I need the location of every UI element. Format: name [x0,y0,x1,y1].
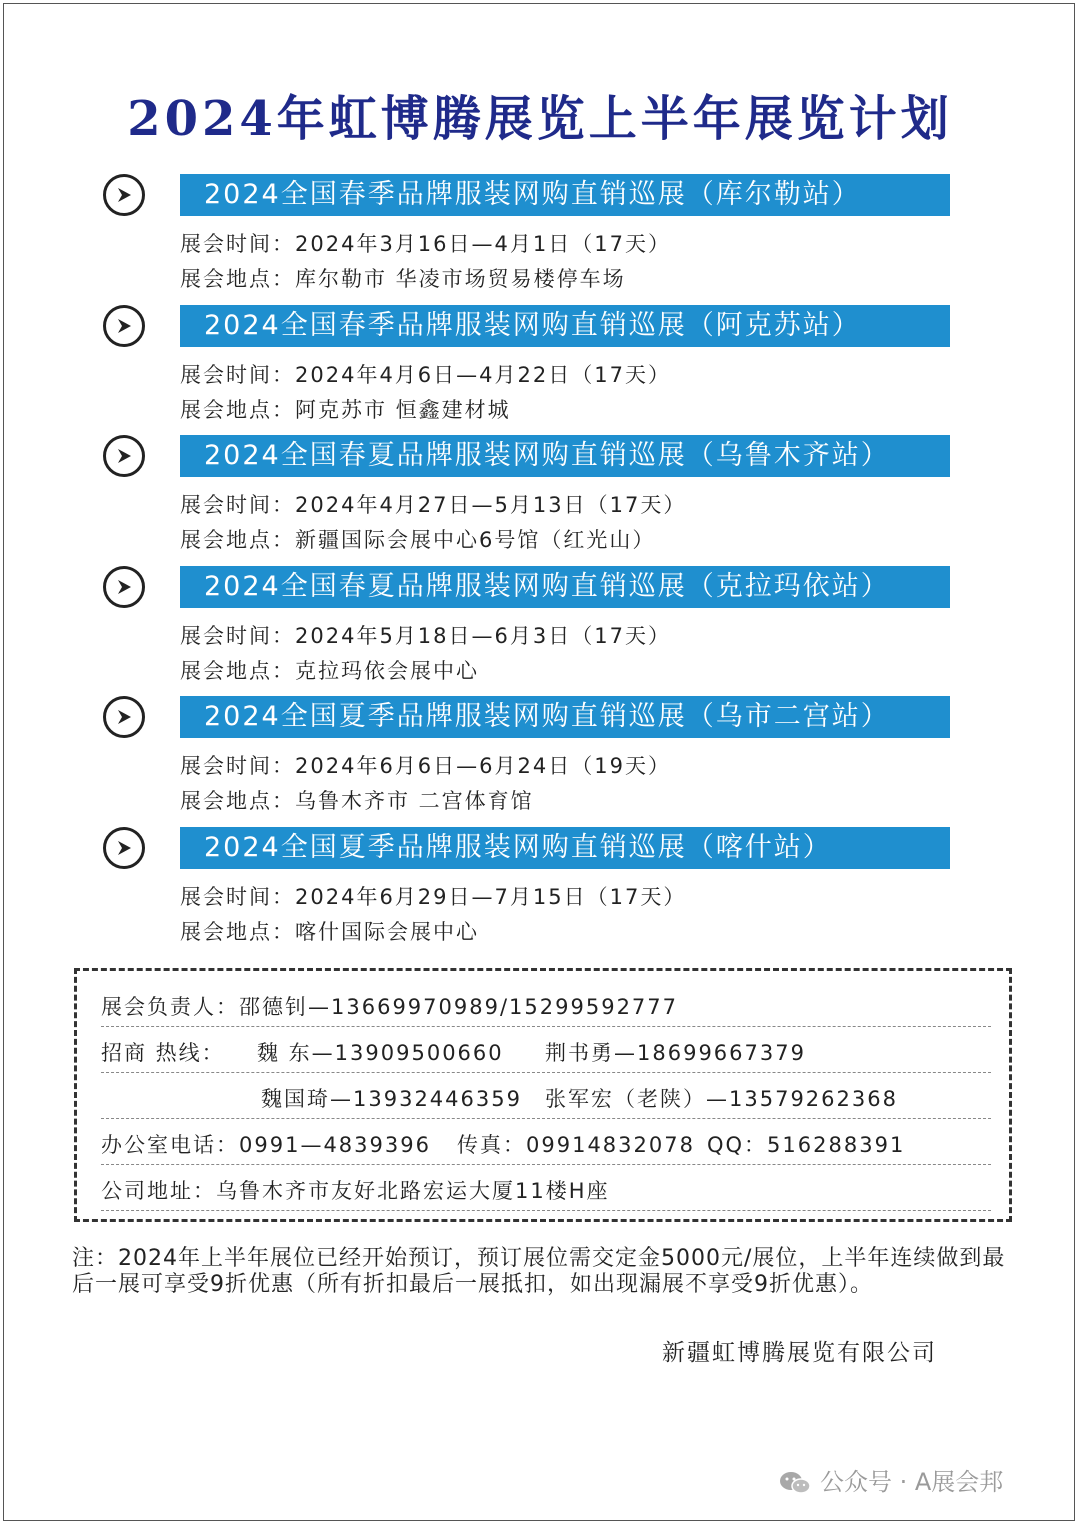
office-phone: 办公室电话：0991—4839396 [101,1133,431,1157]
wechat-icon [778,1471,812,1495]
watermark-text: 公众号 · A展会邦 [820,1468,1004,1496]
event-time: 展会时间：2024年3月16日—4月1日（17天） [180,232,671,256]
event-time: 展会时间：2024年4月27日—5月13日（17天） [180,493,687,517]
contact-row-office [101,1119,991,1165]
event-place: 展会地点：阿克苏市 恒鑫建材城 [180,397,511,422]
event-place: 展会地点：喀什国际会展中心 [180,919,479,944]
play-arrow-icon [103,696,145,738]
event-time: 展会时间：2024年6月29日—7月15日（17天） [180,884,687,909]
play-arrow-icon [103,174,145,216]
event-item [100,696,960,827]
hotline-contact: 魏 东—13909500660 [257,1041,504,1065]
event-list [100,174,960,957]
event-item [100,827,960,958]
play-arrow-icon [103,305,145,347]
event-banner: 2024全国春季品牌服装网购直销巡展（库尔勒站） [180,174,950,216]
contact-box [74,968,1012,1222]
contact-row-hotline [101,1027,991,1073]
event-item [100,435,960,566]
event-place: 展会地点：乌鲁木齐市 二宫体育馆 [180,789,534,813]
event-time: 展会时间：2024年4月6日—4月22日（17天） [180,362,671,387]
qq-number: QQ：516288391 [707,1133,906,1157]
company-name: 新疆虹博腾展览有限公司 [662,1340,937,1366]
event-banner: 2024全国春夏品牌服装网购直销巡展（乌鲁木齐站） [180,435,950,477]
event-place: 展会地点：新疆国际会展中心6号馆（红光山） [180,528,656,552]
note-text: 注：2024年上半年展位已经开始预订，预订展位需交定金5000元/展位，上半年连续做到最后一展可享受9折优惠（所有折扣最后一展抵扣，如出现漏展不享受9折优惠）。 [72,1246,1006,1297]
play-arrow-icon [103,435,145,477]
fax-number: 传真：09914832078 [457,1133,695,1157]
watermark [778,1462,1003,1497]
event-place: 展会地点：克拉玛依会展中心 [180,658,479,683]
event-banner: 2024全国夏季品牌服装网购直销巡展（喀什站） [180,827,950,869]
manager-contact: 展会负责人：邵德钊—13669970989/15299592777 [101,995,679,1019]
event-time: 展会时间：2024年6月6日—6月24日（19天） [180,754,671,778]
event-banner: 2024全国夏季品牌服装网购直销巡展（乌市二宫站） [180,696,950,738]
company-address: 公司地址：乌鲁木齐市友好北路宏运大厦11楼H座 [101,1179,610,1203]
event-item [100,305,960,436]
play-arrow-icon [103,827,145,869]
hotline-contact: 魏国琦—13932446359 [261,1087,522,1111]
event-item [100,566,960,697]
contact-row-address [101,1165,991,1211]
event-banner: 2024全国春夏品牌服装网购直销巡展（克拉玛依站） [180,566,950,608]
hotline-label: 招商 热线： [101,1041,225,1065]
contact-row-manager [101,981,991,1027]
event-time: 展会时间：2024年5月18日—6月3日（17天） [180,623,671,648]
hotline-contact: 张军宏（老陕）—13579262368 [545,1087,898,1111]
contact-row-hotline-2 [101,1073,991,1119]
event-item [100,174,960,305]
play-arrow-icon [103,566,145,608]
hotline-contact: 荆书勇—18699667379 [545,1041,806,1065]
page-title: 2024年虹博腾展览上半年展览计划 [127,91,953,147]
event-place: 展会地点：库尔勒市 华凌市场贸易楼停车场 [180,267,626,291]
event-banner: 2024全国春季品牌服装网购直销巡展（阿克苏站） [180,305,950,347]
